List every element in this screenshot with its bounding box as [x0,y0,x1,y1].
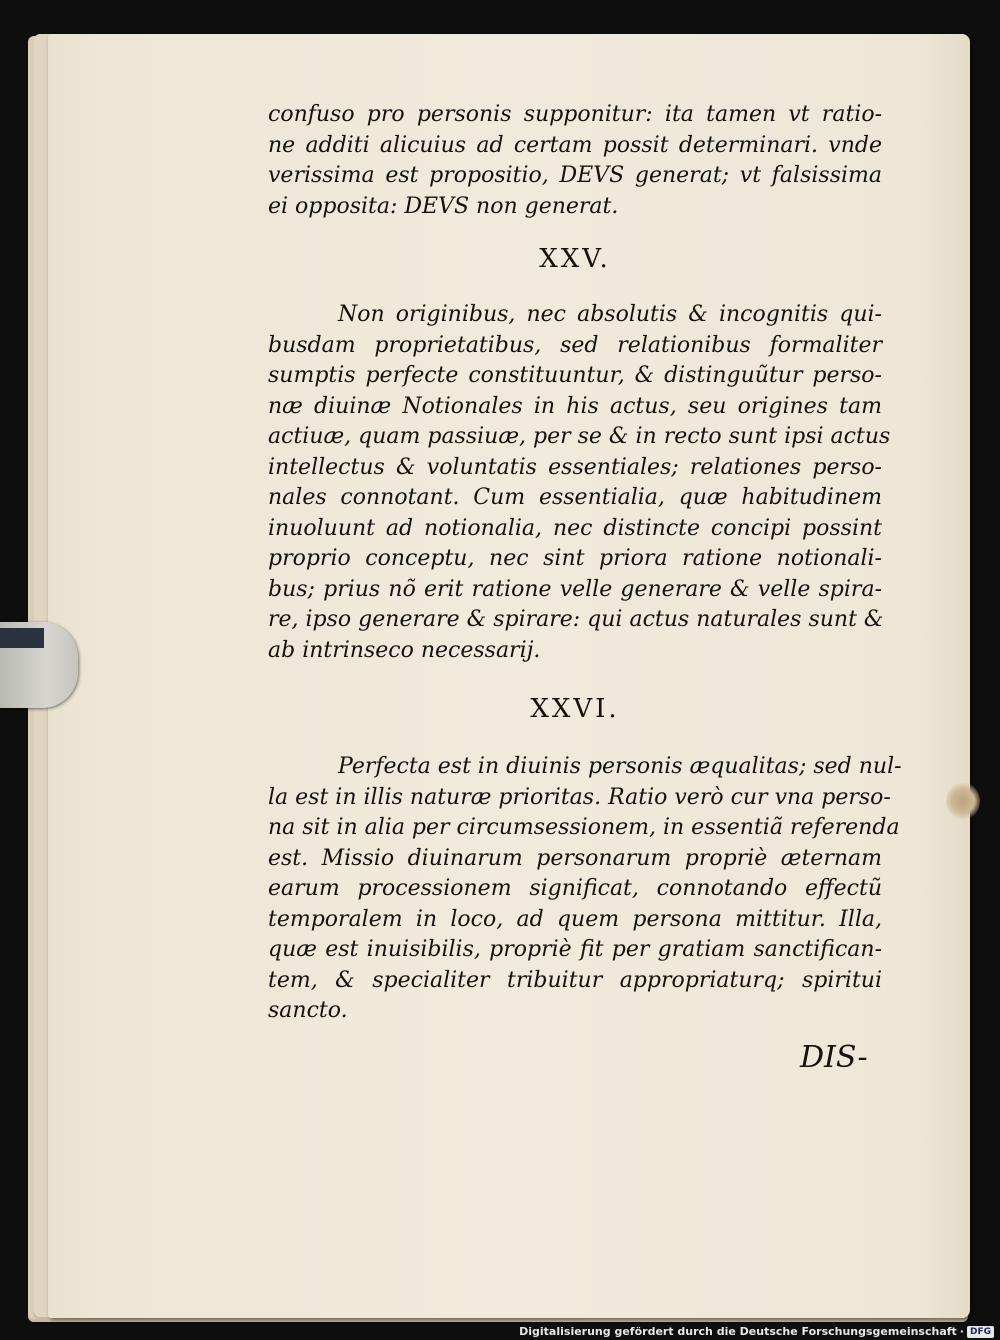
text-line: est. Missio diuinarum personarum propriè æternam [268,845,882,871]
text-line: Perfecta est in diuinis personis æqualitas; sed nul- [338,754,902,779]
paragraph-xxv [268,300,891,666]
text-line: inuoluunt ad notionalia, nec distincte concipi possint [268,515,882,541]
paragraph-xxvi [268,752,902,1027]
text-line: Non originibus, nec absolutis & incognitis qui- [338,302,882,327]
text-line: ne additi alicuius ad certam possit determinari. vnde [268,132,882,158]
text-line: verissima est propositio, DEVS generat; vt falsissima [268,163,882,188]
section-heading-xxv: XXV. [539,244,611,274]
section-heading-xxvi: XXVI. [530,694,620,724]
page-clip-band [0,628,44,648]
text-line: actiuæ, quam passiuæ, per se & in recto sunt ipsi actus [268,424,891,449]
catchword: DIS- [800,1040,868,1075]
text-line: re, ipso generare & spirare: qui actus naturales sunt & [268,607,884,632]
dfg-logo-icon: DFG [967,1326,994,1338]
text-line: na sit in alia per circumsessionem, in essentiã referenda [268,815,900,840]
text-line: nales connotant. Cum essentialia, quæ habitudinem [268,485,882,510]
paper-stain [946,782,980,820]
text-line: intellectus & voluntatis essentiales; relationes perso- [268,454,882,480]
text-line: sancto. [268,998,348,1023]
credit-text: Digitalisierung gefördert durch die Deutsche Forschungsgemeinschaft [519,1325,957,1338]
text-line: proprio conceptu, nec sint priora ratione notionali- [268,546,882,571]
text-line: temporalem in loco, ad quem persona mittitur. Illa, [268,906,882,932]
credit-separator: · [959,1325,964,1338]
text-line: busdam proprietatibus, sed relationibus formaliter [268,332,882,358]
page-text [268,100,902,1027]
text-line: quæ est inuisibilis, propriè fit per gratiam sanctifican- [268,937,882,962]
text-line: sumptis perfecte constituuntur, & distinguũtur perso- [268,363,882,388]
text-line: ei opposita: DEVS non generat. [268,193,619,219]
text-line: næ diuinæ Notionales in his actus, seu origines tam [268,393,882,419]
text-line: tem, & specialiter tribuitur appropriaturq; spiritui [268,967,882,993]
text-line: confuso pro personis supponitur: ita tamen vt ratio- [268,102,882,127]
digitization-credit [519,1325,994,1338]
intro-paragraph [268,100,882,222]
text-line: la est in illis naturæ prioritas. Ratio verò cur vna perso- [268,784,891,810]
text-line: ab intrinseco necessarij. [268,637,541,663]
text-line: earum processionem significat, connotando effectũ [268,876,882,901]
text-line: bus; prius nõ erit ratione velle generare & velle spira- [268,576,882,602]
